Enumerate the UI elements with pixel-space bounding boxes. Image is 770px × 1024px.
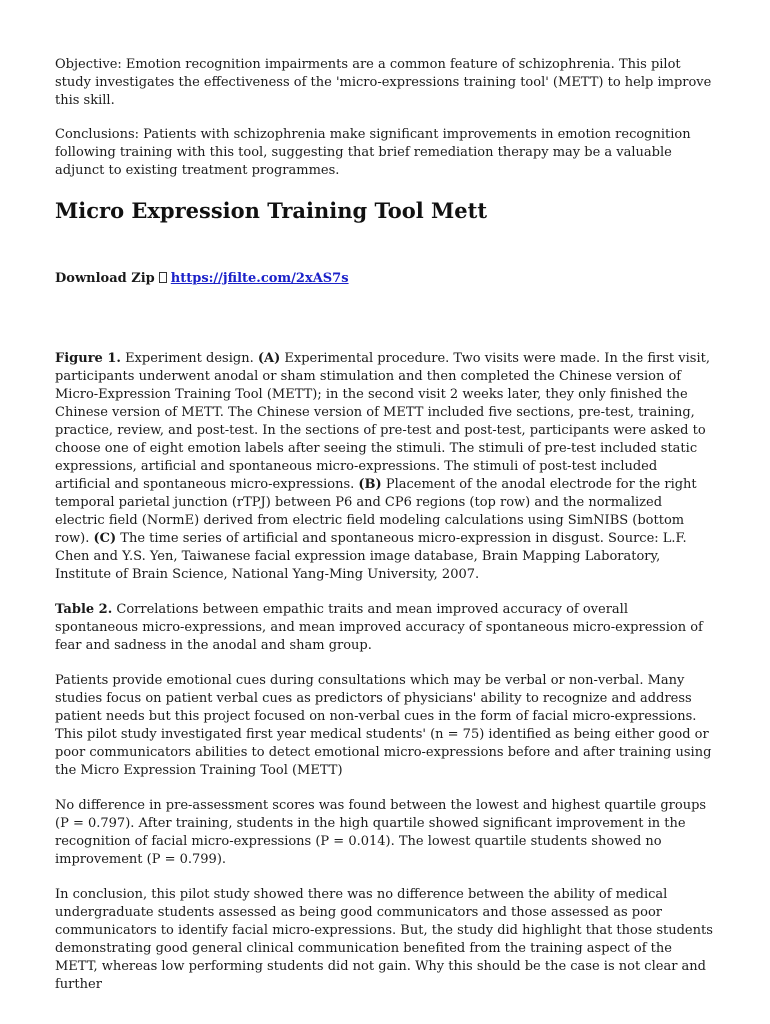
figure-label: Figure 1. <box>55 351 121 366</box>
figure-caption <box>55 350 715 584</box>
figure-text-c: The time series of artificial and spontaneous micro-expression in disgust. Source: L.F. Chen and Y.S. Yen, Taiwanese facial expression image database, Brain Mapping Laboratory, Institute of Brain Science, National Yang-Ming University, 2007. <box>55 531 687 582</box>
figure-text-b: Placement of the anodal electrode for the right temporal parietal junction (rTPJ) between P6 and CP6 regions (top row) and the normalized electric field (NormE) derived from electric field modeling calculations using SimNIBS (bottom row). <box>55 477 697 546</box>
figure-part-b-label: (B) <box>358 477 382 492</box>
table-text: Correlations between empathic traits and mean improved accuracy of overall spontaneous micro-expressions, and mean improved accuracy of spontaneous micro-expression of fear and sadness in the anodal and sham group. <box>55 602 703 653</box>
body-paragraph-1: Patients provide emotional cues during consultations which may be verbal or non-verbal. Many studies focus on patient verbal cues as predictors of physicians' ability to recognize and address patient needs but this project focused on non-verbal cues in the form of facial micro-expressions. This pilot study investigated first year medical students' (n = 75) identified as being either good or poor communicators abilities to detect emotional micro-expressions before and after training using the Micro Expression Training Tool (METT) <box>55 673 712 778</box>
page-title: Micro Expression Training Tool Mett <box>55 198 488 223</box>
conclusions-paragraph: Conclusions: Patients with schizophrenia make significant improvements in emotion recognition following training with this tool, suggesting that brief remediation therapy may be a valuable adjunct to existing treatment programmes. <box>55 127 691 178</box>
figure-text-a: Experimental procedure. Two visits were made. In the first visit, participants underwent anodal or sham stimulation and then completed the Chinese version of Micro-Expression Training Tool (METT); in the second visit 2 weeks later, they only finished the Chinese version of METT. The Chinese version of METT included five sections, pre-test, training, practice, review, and post-test. In the sections of pre-test and post-test, participants were asked to choose one of eight emotion labels after seeing the stimuli. The stimuli of pre-test included static expressions, artificial and spontaneous micro-expressions. The stimuli of post-test included artificial and spontaneous micro-expressions. <box>55 351 710 492</box>
download-label: Download Zip <box>55 271 155 286</box>
table-caption <box>55 601 715 655</box>
download-line <box>55 270 715 288</box>
body-paragraph-3: In conclusion, this pilot study showed there was no difference between the ability of medical undergraduate students assessed as being good communicators and those assessed as poor communicators to identify facial micro-expressions. But, the study did highlight that those students demonstrating good general clinical communication benefited from the training aspect of the METT, whereas low performing students did not gain. Why this should be the case is not clear and further <box>55 887 713 992</box>
box-glyph-icon <box>159 272 167 283</box>
body-paragraph-2: No difference in pre-assessment scores was found between the lowest and highest quartile groups (P = 0.797). After training, students in the high quartile showed significant improvement in the recognition of facial micro-expressions (P = 0.014). The lowest quartile students showed no improvement (P = 0.799). <box>55 798 707 867</box>
figure-part-a-label: (A) <box>257 351 281 366</box>
table-label: Table 2. <box>55 602 113 617</box>
objective-paragraph: Objective: Emotion recognition impairments are a common feature of schizophrenia. This pilot study investigates the effectiveness of the 'micro-expressions training tool' (METT) to help improve this skill. <box>55 57 712 108</box>
figure-text-intro: Experiment design. <box>120 351 258 366</box>
download-link[interactable]: https://jfilte.com/2xAS7s <box>170 271 349 286</box>
figure-part-c-label: (C) <box>93 531 117 546</box>
